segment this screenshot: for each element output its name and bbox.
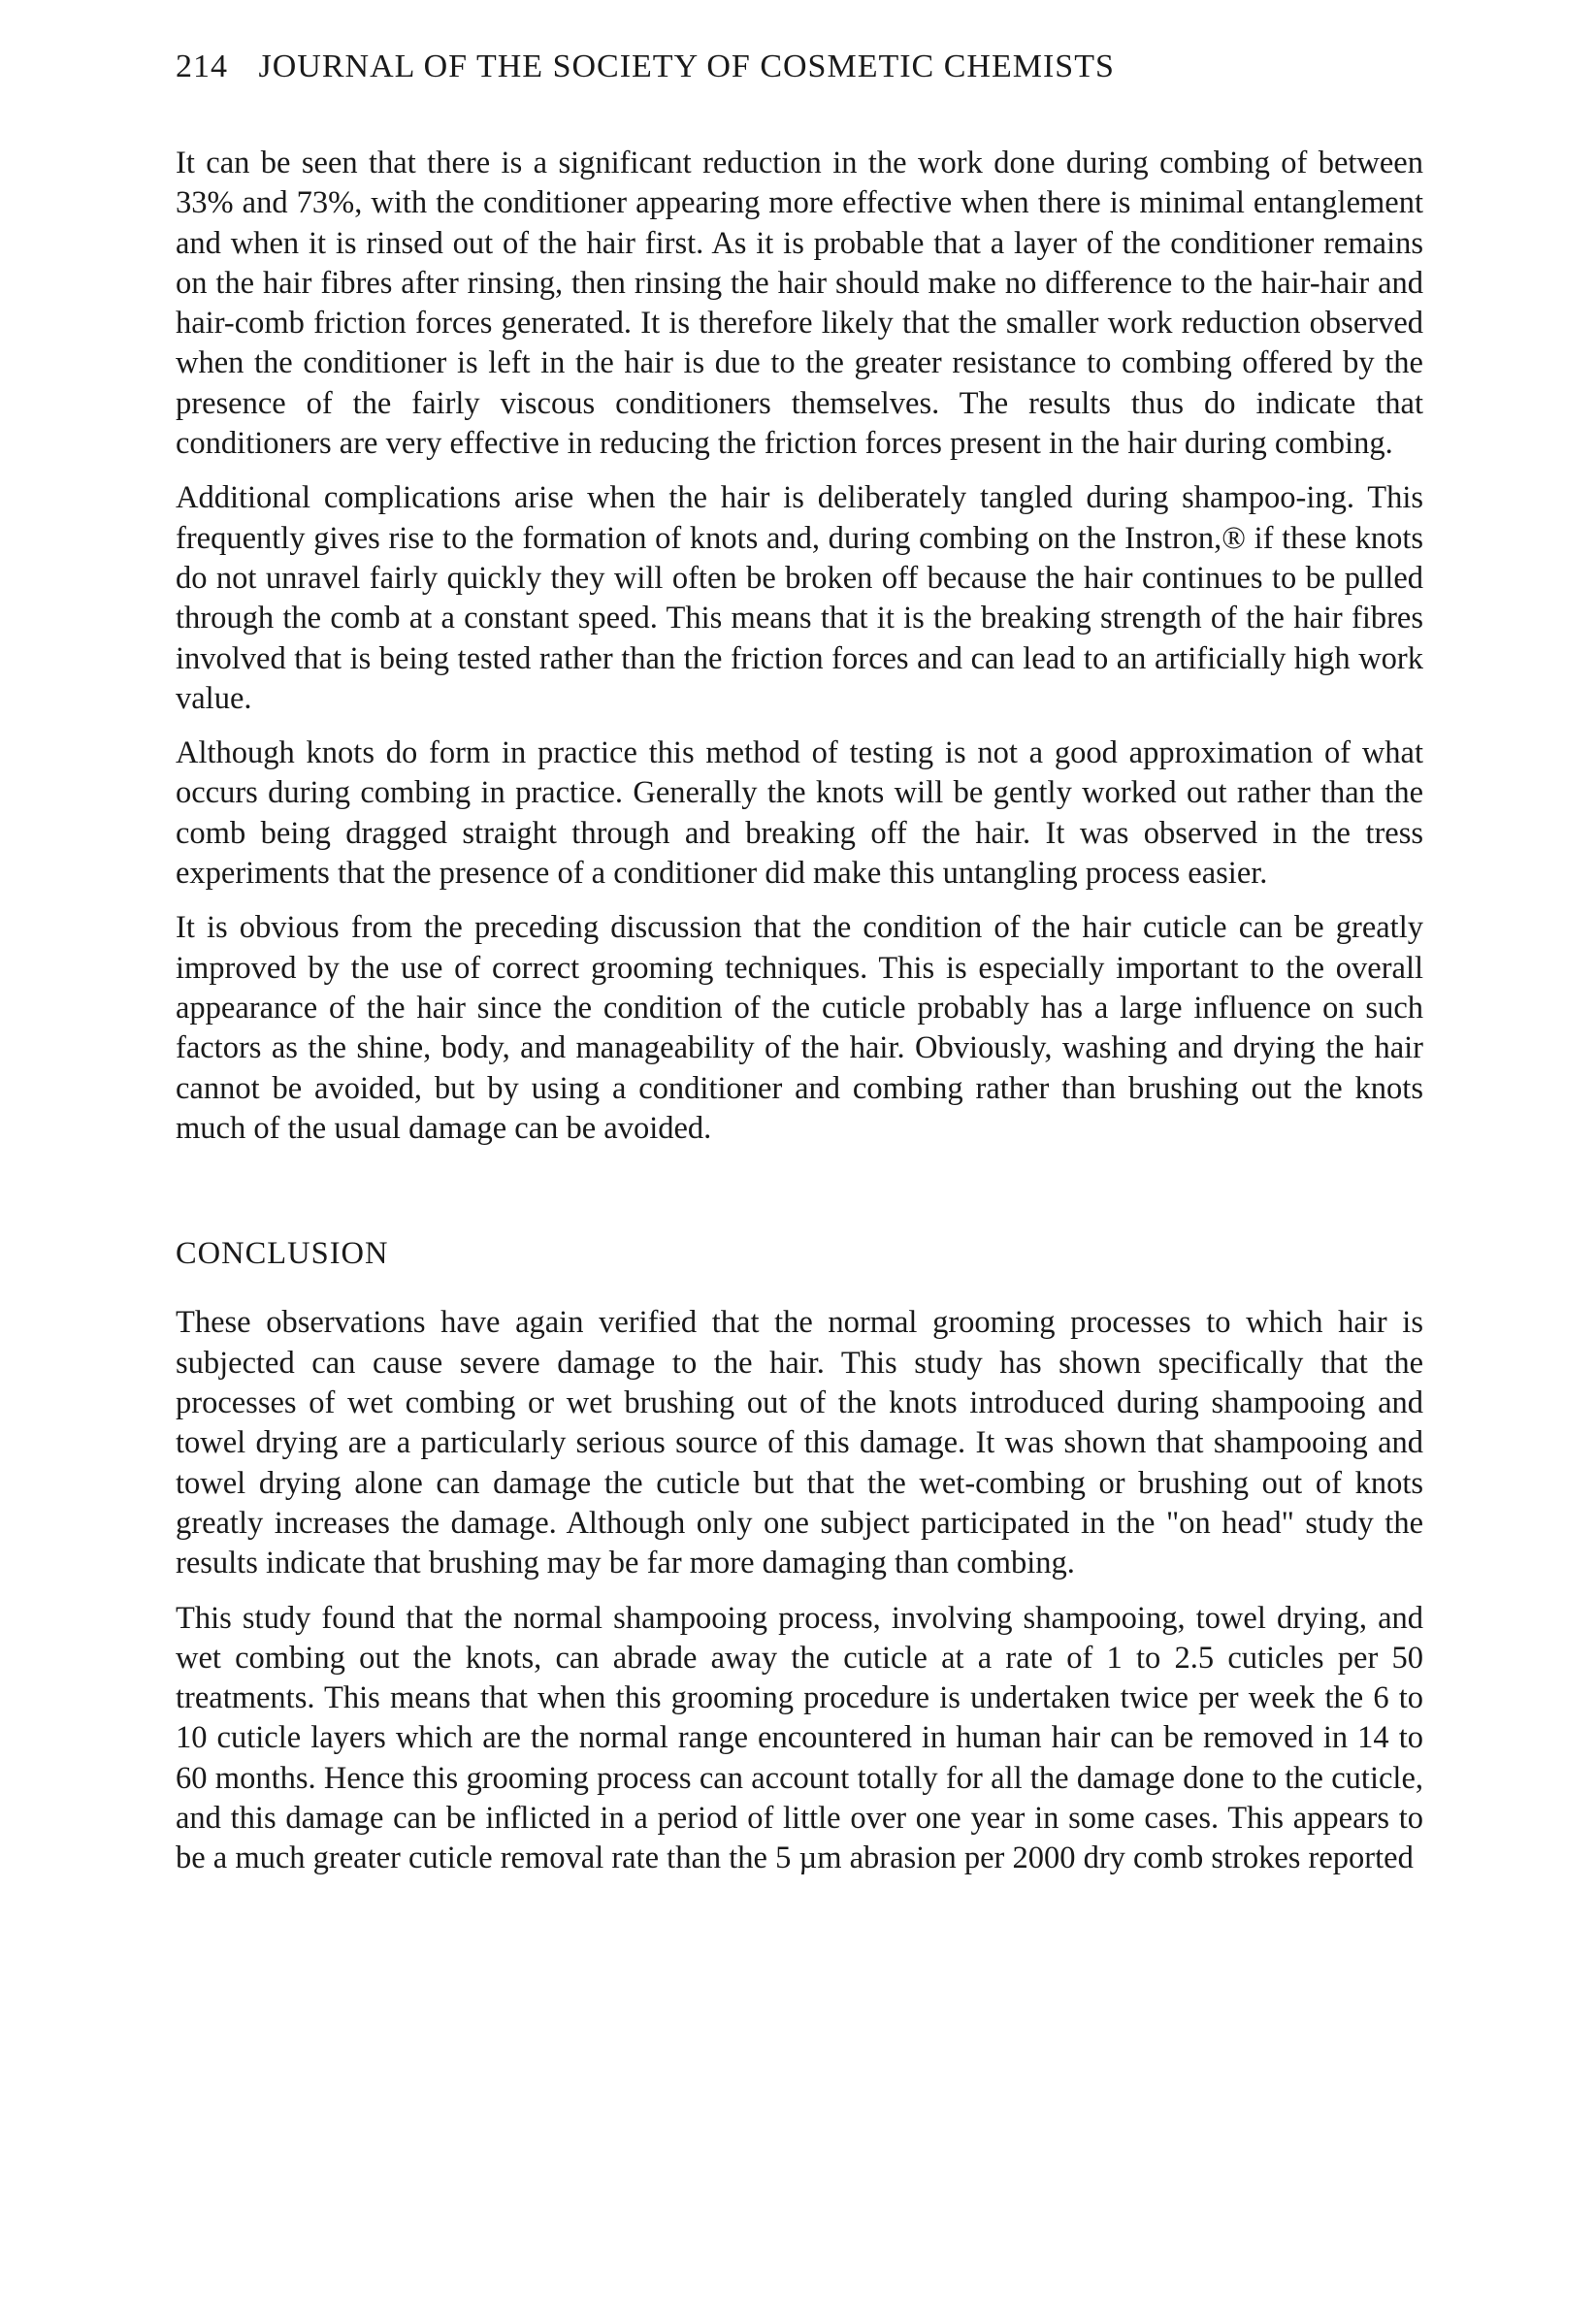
paragraph-conclusion-observations: These observations have again verified that the normal grooming processes to which hair is subjected can cause severe damage to the hair. This study has shown specifically that the processes of wet combing or wet brushing out of the knots introduced during shampooing and towel drying are a particularly serious source of this damage. It was shown that shampooing and towel drying alone can damage the cuticle but that the wet-combing or brushing out of knots greatly increases the damage. Although only one subject participated in the "on head" study the results indicate that brushing may be far more damaging than combing. — [176, 1305, 1423, 1581]
paragraph-knots-complications: Additional complications arise when the hair is deliberately tangled during shampoo-ing. This frequently gives rise to the formation of knots and, during combing on the Instron,® if these knots do not unravel fairly quickly they will often be broken off because the hair continues to be pulled through the comb at a constant speed. This means that it is the breaking strength of the hair fibres involved that is being tested rather than the friction forces and can lead to an artificially high work value. — [176, 480, 1423, 716]
paragraph-knots-practice: Although knots do form in practice this method of testing is not a good approximation of what occurs during combing in practice. Generally the knots will be gently worked out rather than the comb being dragged straight through and breaking off the hair. It was observed in the tress experiments that the presence of a conditioner did make this untangling process easier. — [176, 735, 1423, 892]
section-heading-conclusion: CONCLUSION — [176, 1236, 389, 1272]
journal-title: JOURNAL OF THE SOCIETY OF COSMETIC CHEMISTS — [258, 49, 1115, 84]
paragraph-grooming-techniques: It is obvious from the preceding discussion that the condition of the hair cuticle can be greatly improved by the use of correct grooming techniques. This is especially important to the overall appearance of the hair since the condition of the cuticle probably has a large influence on such factors as the shine, body, and manageability of the hair. Obviously, washing and drying the hair cannot be avoided, but by using a conditioner and combing rather than brushing out the knots much of the usual damage can be avoided. — [176, 910, 1423, 1146]
page-number: 214 — [176, 49, 228, 84]
running-header — [176, 49, 1423, 85]
article-body — [176, 144, 1423, 1894]
paragraph-work-reduction: It can be seen that there is a significant reduction in the work done during combing of between 33% and 73%, with the conditioner appearing more effective when there is minimal entanglement and when it is rinsed out of the hair first. As it is probable that a layer of the conditioner remains on the hair fibres after rinsing, then rinsing the hair should make no difference to the hair-hair and hair-comb friction forces generated. It is therefore likely that the smaller work reduction observed when the conditioner is left in the hair is due to the greater resistance to combing offered by the presence of the fairly viscous conditioners themselves. The results thus do indicate that conditioners are very effective in reducing the friction forces present in the hair during combing. — [176, 146, 1423, 462]
paragraph-conclusion-cuticle-rate: This study found that the normal shampooing process, involving shampooing, towel drying, and wet combing out the knots, can abrade away the cuticle at a rate of 1 to 2.5 cuticles per 50 treatments. This means that when this grooming procedure is undertaken twice per week the 6 to 10 cuticle layers which are the normal range encountered in human hair can be removed in 14 to 60 months. Hence this grooming process can account totally for all the damage done to the cuticle, and this damage can be inflicted in a period of little over one year in some cases. This appears to be a much greater cuticle removal rate than the 5 µm abrasion per 2000 dry comb strokes reported — [176, 1600, 1423, 1876]
